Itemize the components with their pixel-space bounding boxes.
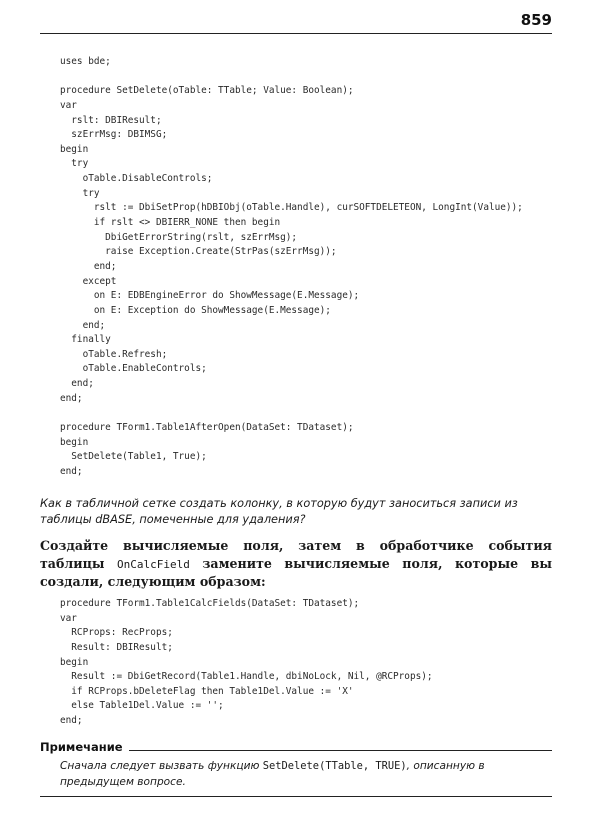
code-line: var (60, 612, 77, 624)
code-line: rslt := DbiSetProp(hDBIObj(oTable.Handle), curSOFTDELETEON, LongInt(Value)); (60, 202, 523, 214)
code-line: procedure TForm1.Table1AfterOpen(DataSet: TDataset); (60, 422, 354, 434)
code-block-calc-fields (60, 597, 433, 729)
answer-part-1: Создайте вычисляемые поля, затем в обработчике события таблицы (40, 538, 552, 571)
code-line: end; (60, 378, 94, 390)
note-part-2: , описанную в предыдущем вопросе. (60, 760, 485, 788)
note-part-1: Сначала следует вызвать функцию (60, 760, 263, 772)
note-bottom-rule (40, 796, 552, 797)
code-line: oTable.Refresh; (60, 348, 168, 360)
code-line: on E: Exception do ShowMessage(E.Message); (60, 304, 331, 316)
code-line: SetDelete(Table1, True); (60, 451, 207, 463)
note-inline-code: SetDelete(TTable, TRUE) (262, 760, 407, 772)
code-line: except (60, 275, 117, 287)
code-line: rslt: DBIResult; (60, 114, 162, 126)
answer-inline-code: OnCalcField (117, 557, 190, 571)
code-line: szErrMsg: DBIMSG; (60, 129, 168, 141)
code-line: end; (60, 392, 83, 404)
code-line: begin (60, 436, 89, 448)
code-line: end; (60, 715, 83, 727)
code-line: try (60, 158, 89, 170)
code-line: raise Exception.Create(StrPas(szErrMsg)); (60, 246, 337, 258)
code-line (60, 70, 523, 85)
code-block-set-delete (60, 55, 523, 480)
code-line: end; (60, 319, 106, 331)
code-line: oTable.DisableControls; (60, 173, 213, 185)
code-line: var (60, 99, 77, 111)
code-line: begin (60, 143, 89, 155)
code-line: oTable.EnableControls; (60, 363, 207, 375)
code-line: end; (60, 465, 83, 477)
code-line: else Table1Del.Value := ''; (60, 700, 224, 712)
question-text: Как в табличной сетке создать колонку, в которую будут заноситься записи из таблицы dBASE, помеченные для удаления? (40, 497, 518, 526)
code-line: finally (60, 334, 111, 346)
code-line: begin (60, 656, 89, 668)
page-number: 859 (520, 11, 552, 29)
note-title: Примечание (40, 740, 129, 754)
code-line: Result := DbiGetRecord(Table1.Handle, dbiNoLock, Nil, @RCProps); (60, 671, 433, 683)
code-line: procedure SetDelete(oTable: TTable; Value: Boolean); (60, 85, 354, 97)
code-line: if RCProps.bDeleteFlag then Table1Del.Value := 'X' (60, 685, 354, 697)
code-line: uses bde; (60, 56, 111, 67)
code-line: DbiGetErrorString(rslt, szErrMsg); (60, 231, 298, 243)
header-rule (40, 33, 552, 34)
code-line: end; (60, 260, 117, 272)
code-line: on E: EDBEngineError do ShowMessage(E.Message); (60, 290, 360, 302)
code-line: Result: DBIResult; (60, 641, 173, 653)
code-line: procedure TForm1.Table1CalcFields(DataSet: TDataset); (60, 598, 360, 609)
code-line: if rslt <> DBIERR_NONE then begin (60, 217, 281, 229)
answer-part-2: замените вычисляемые поля, которые вы создали, следующим образом: (40, 555, 552, 589)
code-line (60, 406, 523, 421)
answer-text (40, 537, 552, 591)
code-line: try (60, 187, 100, 199)
note-text (60, 758, 552, 790)
code-line: RCProps: RecProps; (60, 627, 173, 639)
